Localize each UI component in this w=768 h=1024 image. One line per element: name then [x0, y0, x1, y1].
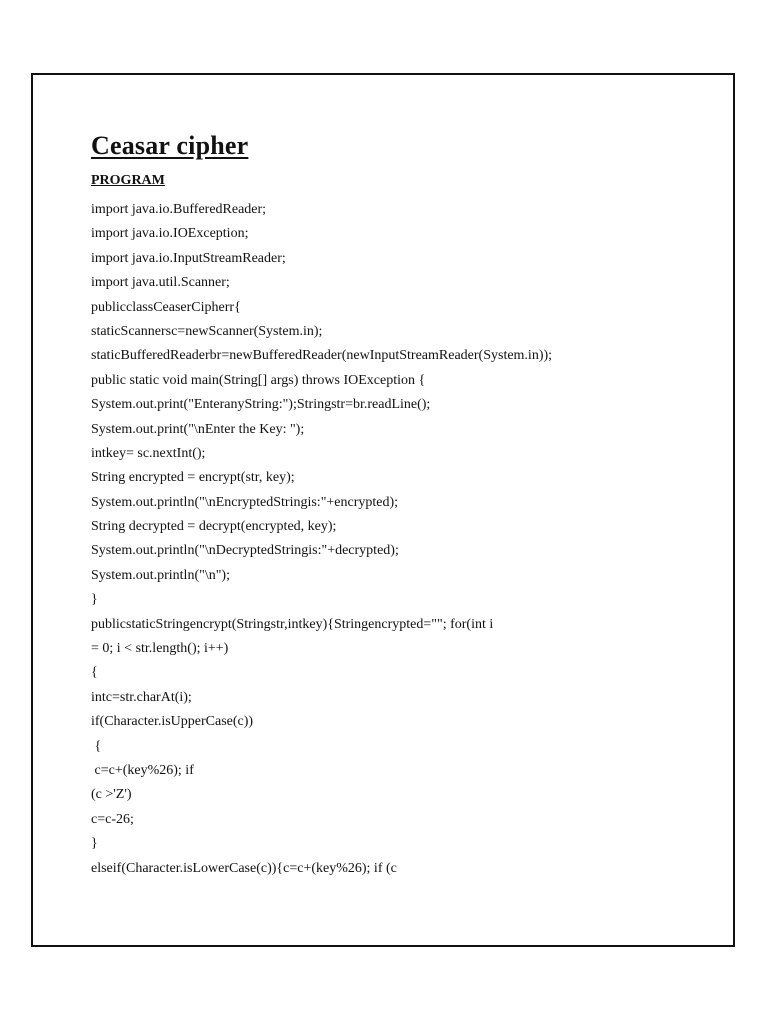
code-listing — [91, 198, 711, 881]
code-line: (c >'Z') — [91, 787, 132, 803]
code-line: System.out.println("\n"); — [91, 567, 230, 583]
code-line: c=c-26; — [91, 811, 134, 827]
code-line: intkey= sc.nextInt(); — [91, 445, 206, 461]
code-line: publicstaticStringencrypt(Stringstr,intkey){Stringencrypted=""; for(int i — [91, 616, 494, 632]
code-line: } — [91, 836, 98, 852]
document-title: Ceasar cipher — [91, 131, 249, 160]
code-line: elseif(Character.isLowerCase(c)){c=c+(key%26); if (c — [91, 860, 397, 876]
code-line: = 0; i < str.length(); i++) — [91, 641, 229, 657]
code-line: import java.util.Scanner; — [91, 275, 230, 291]
code-line: { — [91, 738, 102, 754]
code-line: import java.io.IOException; — [91, 226, 249, 242]
section-heading: PROGRAM — [91, 173, 165, 188]
code-line: import java.io.InputStreamReader; — [91, 250, 286, 266]
code-line: c=c+(key%26); if — [91, 762, 194, 778]
code-line: staticBufferedReaderbr=newBufferedReader(newInputStreamReader(System.in)); — [91, 348, 553, 364]
code-line: System.out.print("\nEnter the Key: "); — [91, 421, 305, 437]
code-line: System.out.print("EnteranyString:");Stringstr=br.readLine(); — [91, 397, 431, 413]
code-line: public static void main(String[] args) throws IOException { — [91, 372, 426, 388]
code-line: import java.io.BufferedReader; — [91, 202, 267, 217]
code-line: if(Character.isUpperCase(c)) — [91, 714, 254, 730]
code-line: staticScannersc=newScanner(System.in); — [91, 323, 323, 339]
code-line: String encrypted = encrypt(str, key); — [91, 470, 295, 486]
code-line: publicclassCeaserCipherr{ — [91, 299, 241, 315]
document-body — [91, 130, 711, 881]
code-line: String decrypted = decrypt(encrypted, key); — [91, 519, 337, 535]
code-line: System.out.println("\nDecryptedStringis:"+decrypted); — [91, 543, 399, 559]
code-line: { — [91, 665, 98, 681]
code-line: System.out.println("\nEncryptedStringis:"+encrypted); — [91, 494, 399, 510]
code-line: intc=str.charAt(i); — [91, 689, 192, 705]
code-line: } — [91, 592, 98, 608]
